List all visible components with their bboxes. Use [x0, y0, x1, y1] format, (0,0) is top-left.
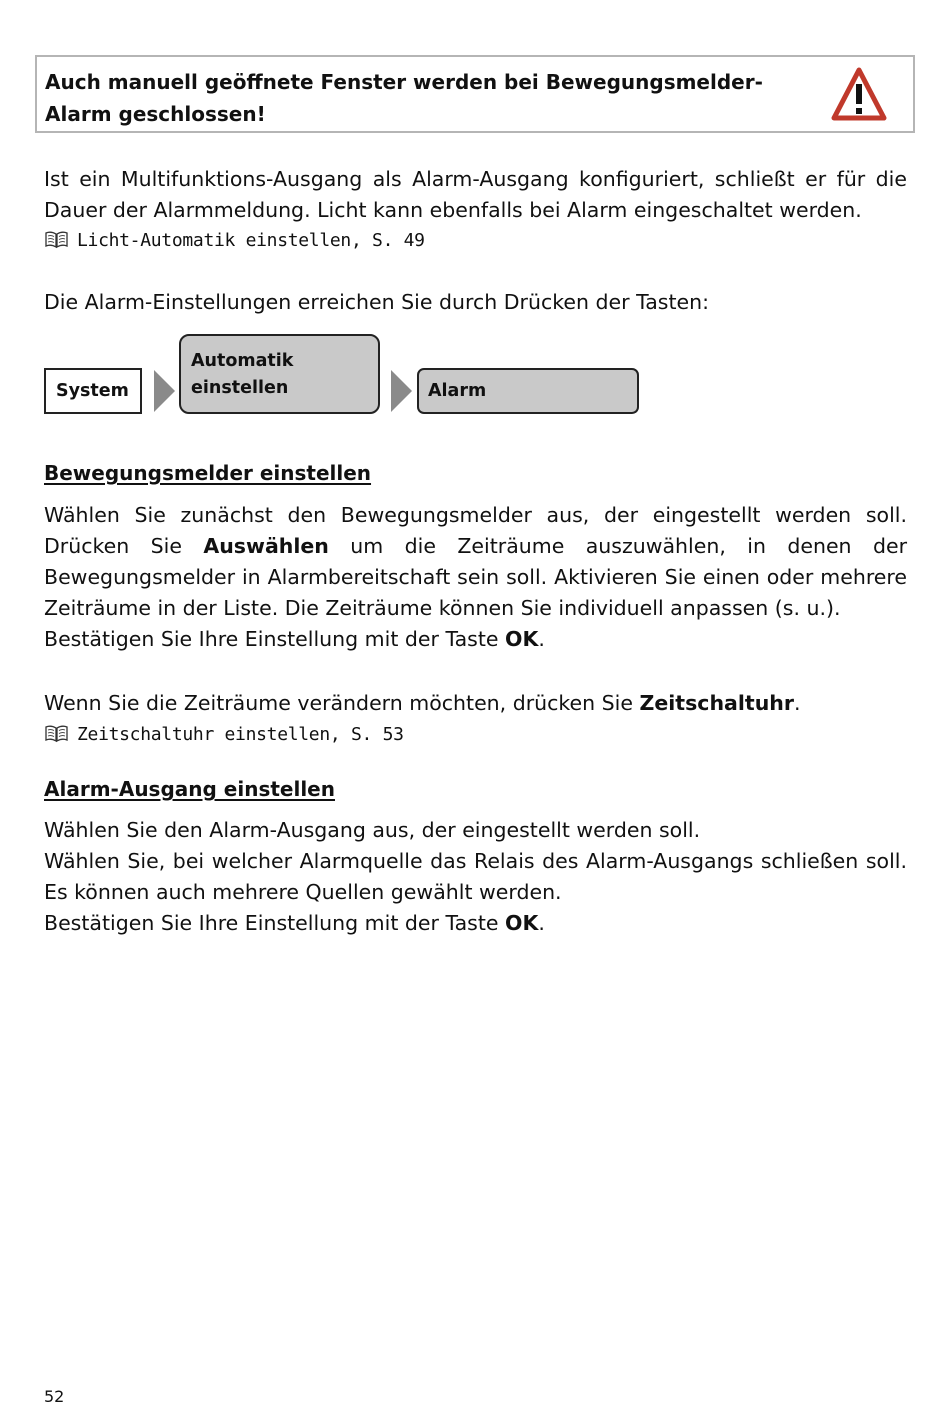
key-label: System — [56, 381, 129, 401]
key-label-line2: einstellen — [191, 378, 289, 398]
output-paragraph-1: Wählen Sie den Alarm-Ausgang aus, der eingestellt werden soll. — [44, 818, 701, 842]
arrow-right-icon — [154, 370, 175, 412]
reference-text: Zeitschaltuhr einstellen, S. 53 — [77, 724, 404, 745]
text-run: . — [794, 691, 801, 715]
text-run: Bestätigen Sie Ihre Einstellung mit der Taste — [44, 627, 506, 651]
warning-triangle-icon — [831, 67, 887, 121]
key-system — [44, 368, 142, 414]
text-run: Bestätigen Sie Ihre Einstellung mit der Taste — [44, 911, 506, 935]
motion-paragraph-1 — [44, 500, 907, 624]
text-run: . — [538, 911, 545, 935]
keys-intro-text: Die Alarm-Einstellungen erreichen Sie durch Drücken der Tasten: — [44, 290, 709, 314]
arrow-right-icon — [391, 370, 412, 412]
key-alarm — [417, 368, 639, 414]
text-run: Wenn Sie die Zeiträume verändern möchten, drücken Sie — [44, 691, 640, 715]
text-run: . — [538, 627, 545, 651]
warning-text: Auch manuell geöffnete Fenster werden bei Bewegungsmelder-Alarm geschlossen! — [45, 70, 763, 126]
key-name-zeitschaltuhr: Zeitschaltuhr — [639, 691, 795, 715]
book-icon — [44, 230, 69, 249]
section-heading-alarm-output: Alarm-Ausgang einstellen — [44, 777, 335, 801]
reference-timer — [44, 723, 744, 747]
key-name-auswaehlen: Auswählen — [203, 534, 329, 558]
text-run: um die Zeiträume auszuwählen, in denen der Bewegungsmelder in Alarmbereitschaft sein soll. Aktivieren Sie einen oder mehrere Zeiträume in der Liste. Die Zeiträume können Sie individuell anpassen (s. u.). — [44, 534, 907, 620]
key-label-line1: Automatik — [191, 351, 294, 371]
key-automatik-einstellen — [179, 334, 380, 414]
output-paragraph-3 — [44, 908, 907, 939]
book-icon — [44, 724, 69, 743]
page-number: 52 — [44, 1387, 65, 1406]
warning-box — [35, 55, 915, 133]
reference-text: Licht-Automatik einstellen, S. 49 — [77, 230, 425, 251]
key-name-ok: OK — [505, 911, 539, 935]
key-label: Alarm — [428, 381, 487, 401]
output-paragraph-2: Wählen Sie, bei welcher Alarmquelle das Relais des Alarm-Ausgangs schließen soll. Es können auch mehrere Quellen gewählt werden. — [44, 849, 907, 904]
text-run: Wählen Sie zunächst den Bewegungsmelder aus, der eingestellt werden soll. Drücken Sie — [44, 503, 907, 558]
motion-paragraph-2 — [44, 624, 907, 655]
reference-light-automatic — [44, 229, 744, 253]
key-name-ok: OK — [505, 627, 539, 651]
section-heading-motion-detector: Bewegungsmelder einstellen — [44, 461, 372, 485]
motion-paragraph-3 — [44, 688, 907, 719]
intro-paragraph: Ist ein Multifunktions-Ausgang als Alarm-Ausgang konfiguriert, schließt er für die Dauer der Alarmmeldung. Licht kann ebenfalls bei Alarm eingeschaltet werden. — [44, 167, 907, 222]
